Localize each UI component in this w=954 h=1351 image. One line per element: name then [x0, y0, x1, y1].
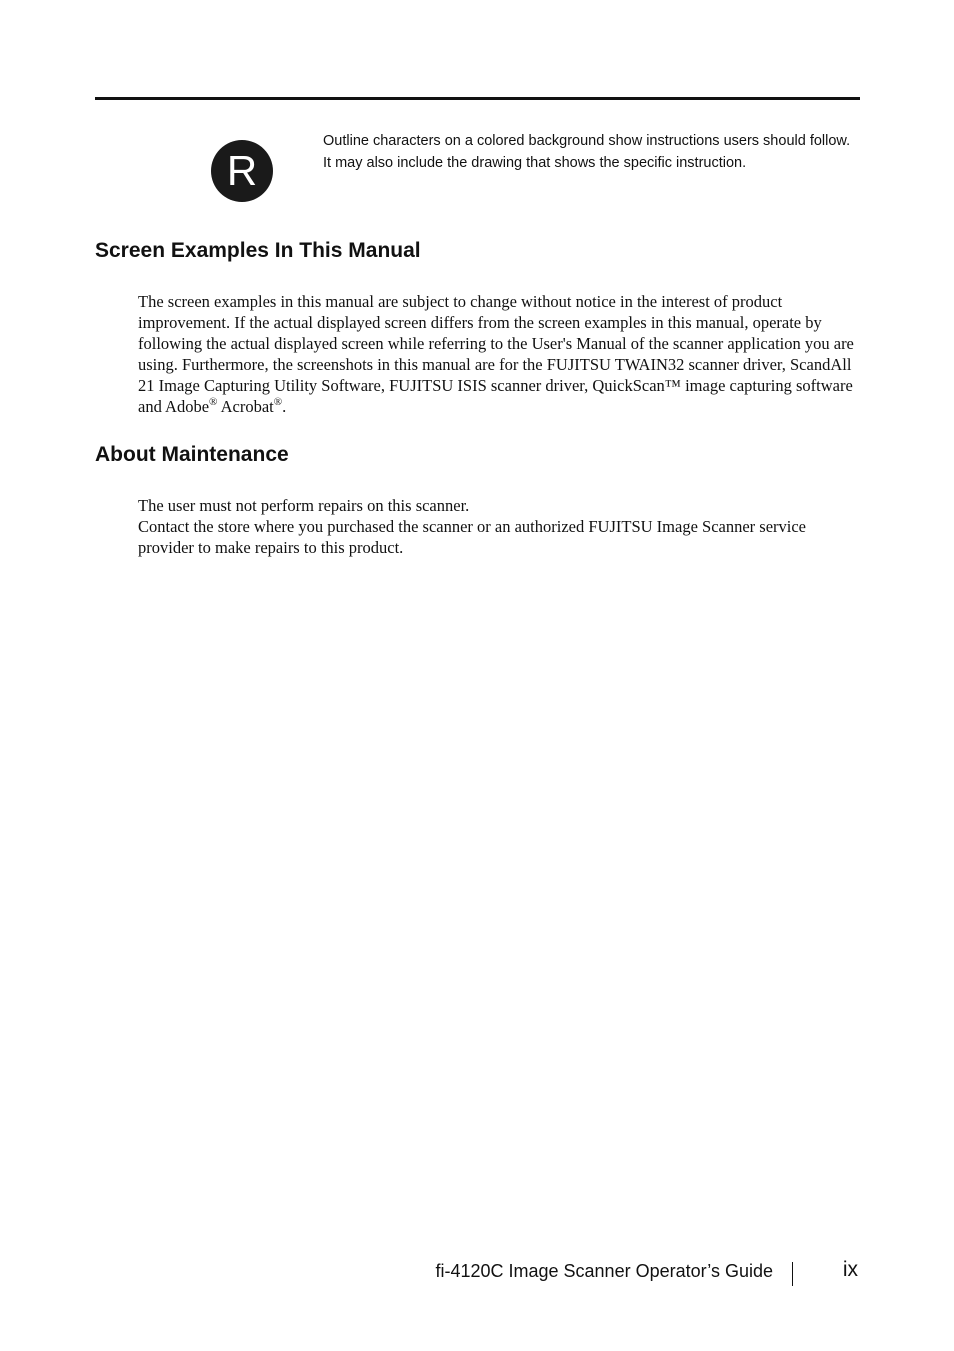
section-heading-screen-examples: Screen Examples In This Manual	[95, 239, 421, 262]
page-footer	[95, 1258, 860, 1286]
maintenance-paragraph	[138, 495, 860, 558]
registered-mark-adobe: ®	[209, 395, 218, 408]
symbol-description	[323, 132, 863, 173]
page-number: ix	[842, 1258, 858, 1281]
instruction-icon-letter: R	[226, 147, 258, 194]
top-rule	[95, 97, 860, 100]
paragraph-end: .	[282, 397, 287, 416]
registered-mark-acrobat: ®	[273, 395, 283, 408]
section-heading-about-maintenance: About Maintenance	[95, 443, 289, 466]
symbol-legend	[95, 128, 860, 208]
screen-examples-paragraph	[138, 291, 860, 417]
instruction-r-icon	[211, 140, 273, 202]
maintenance-line-1: The user must not perform repairs on this scanner.	[138, 496, 470, 515]
footer-guide-title: fi-4120C Image Scanner Operator’s Guide	[435, 1261, 773, 1281]
symbol-description-line-1: Outline characters on a colored background show instructions users should follow.	[323, 133, 851, 149]
screen-examples-text: The screen examples in this manual are subject to change without notice in the interest of product improvement. If the actual displayed screen differs from the screen examples in this manual, operate by following the actual displayed screen while referring to the User's Manual of the scanner application you are using. Furthermore, the screenshots in this manual are for the FUJITSU TWAIN32 scanner driver, ScandAll 21 Image Capturing Utility Software, FUJITSU ISIS scanner driver, QuickScan™ image capturing software and Adobe	[138, 292, 854, 416]
symbol-description-line-2: It may also include the drawing that shows the specific instruction.	[323, 154, 747, 171]
maintenance-line-2: Contact the store where you purchased the scanner or an authorized FUJITSU Image Scanner service provider to make repairs to this product.	[138, 517, 807, 557]
footer-divider	[792, 1262, 793, 1286]
acrobat-text: Acrobat	[217, 397, 274, 416]
